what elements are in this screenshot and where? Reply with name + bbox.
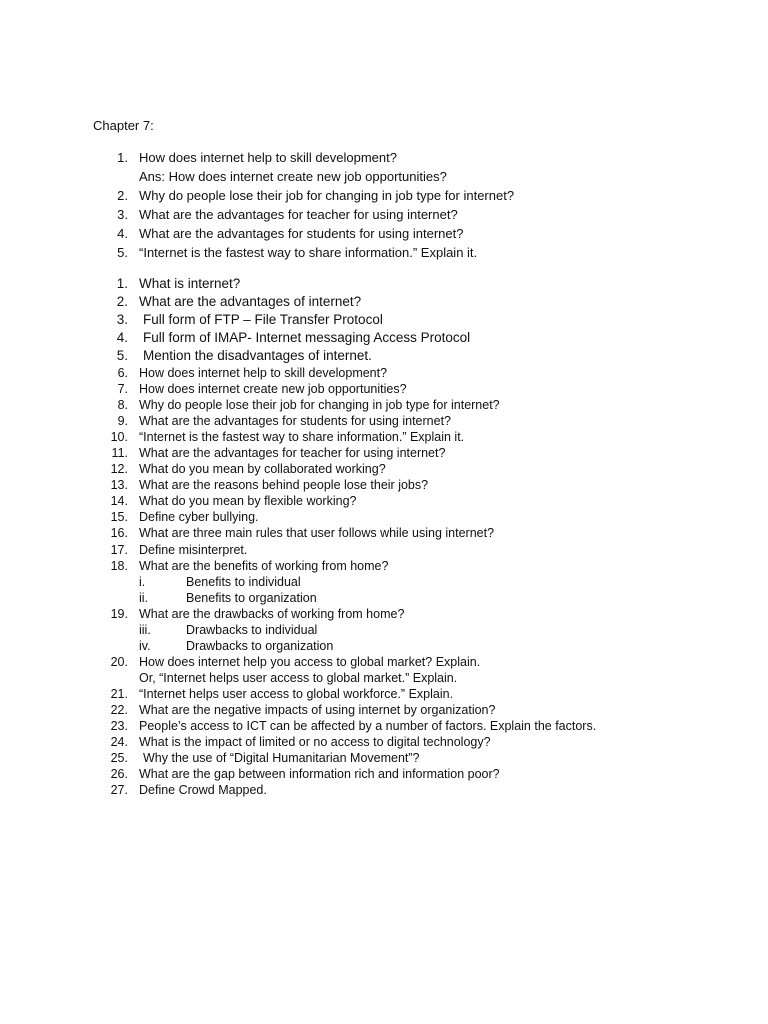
- list-item: [0, 397, 768, 413]
- list-item: [0, 766, 768, 782]
- item-text: How does internet help you access to global market? Explain.: [139, 654, 481, 669]
- item-text: What are the drawbacks of working from home?: [139, 606, 405, 621]
- list-item: [0, 365, 768, 381]
- list-item: [0, 311, 768, 329]
- item-number: 2.: [117, 188, 128, 203]
- item-text: How does internet help to skill development?: [139, 366, 388, 380]
- item-text: What is internet?: [139, 276, 241, 291]
- item-number: 22.: [110, 702, 128, 717]
- item-number: iv.: [139, 638, 151, 653]
- item-number: 6.: [117, 366, 128, 380]
- list-item: [0, 186, 768, 205]
- item-number: i.: [139, 574, 146, 589]
- item-number: 1.: [117, 150, 128, 165]
- item-text: People’s access to ICT can be affected by a number of factors. Explain the factors.: [139, 719, 597, 734]
- item-number: 1.: [116, 276, 128, 291]
- item-number: iii.: [139, 622, 151, 637]
- item-number: 16.: [110, 526, 128, 541]
- item-text: What do you mean by collaborated working?: [139, 462, 386, 477]
- item-number: ii.: [139, 590, 149, 605]
- list-item: [0, 224, 768, 243]
- item-number: 19.: [110, 606, 128, 621]
- list-item: [0, 477, 768, 493]
- item-text: Why do people lose their job for changing in job type for internet?: [139, 398, 500, 413]
- item-number: 20.: [110, 654, 128, 669]
- item-text: Define misinterpret.: [139, 542, 248, 557]
- item-text: Ans: How does internet create new job opportunities?: [139, 169, 447, 184]
- item-text: What is the impact of limited or no access to digital technology?: [139, 735, 491, 750]
- item-text: “Internet helps user access to global workforce.” Explain.: [139, 686, 454, 701]
- list-item: [0, 606, 768, 622]
- list-item: [0, 293, 768, 311]
- item-text: Define cyber bullying.: [139, 510, 259, 525]
- list-item: [0, 275, 768, 293]
- item-number: 15.: [110, 510, 128, 525]
- item-text: What are the advantages for students for using internet?: [139, 226, 464, 241]
- item-text: What are the reasons behind people lose their jobs?: [139, 478, 429, 493]
- item-text: What are the advantages for teacher for using internet?: [139, 446, 446, 461]
- list-item: [0, 670, 768, 686]
- item-text: Drawbacks to organization: [186, 638, 334, 653]
- item-number: 17.: [110, 542, 128, 557]
- item-number: 21.: [110, 686, 128, 701]
- item-number: 11.: [111, 446, 128, 461]
- list-item: [0, 702, 768, 718]
- item-text: Or, “Internet helps user access to global market.” Explain.: [139, 670, 458, 685]
- item-text: What are the advantages for teacher for using internet?: [139, 207, 458, 222]
- item-text: What are the negative impacts of using internet by organization?: [139, 702, 496, 717]
- item-number: 9.: [117, 414, 128, 429]
- item-number: 25.: [110, 751, 128, 766]
- item-text: What are the advantages for students for using internet?: [139, 414, 451, 429]
- list-item: [0, 686, 768, 702]
- item-number: 8.: [117, 398, 128, 413]
- item-text: What do you mean by flexible working?: [139, 494, 357, 509]
- item-text: What are the gap between information rich and information poor?: [139, 767, 500, 782]
- item-text: What are three main rules that user follows while using internet?: [139, 526, 495, 541]
- list-item: [0, 205, 768, 224]
- item-number: 4.: [117, 226, 128, 241]
- list-item: [0, 654, 768, 670]
- list-item: [0, 461, 768, 477]
- item-number: 24.: [110, 735, 128, 750]
- item-text: “Internet is the fastest way to share information.” Explain it.: [139, 430, 465, 445]
- item-text: Why the use of “Digital Humanitarian Movement”?: [143, 751, 420, 766]
- list-item: [0, 542, 768, 558]
- item-text: Full form of FTP – File Transfer Protocol: [143, 312, 383, 327]
- list-item: [0, 750, 768, 766]
- item-number: 4.: [116, 330, 128, 345]
- list-item: [0, 558, 768, 574]
- item-text: “Internet is the fastest way to share information.” Explain it.: [139, 245, 478, 260]
- list-item: [0, 525, 768, 541]
- list-item: [0, 734, 768, 750]
- item-number: 23.: [110, 719, 128, 734]
- item-number: 7.: [117, 382, 128, 397]
- item-number: 3.: [117, 207, 128, 222]
- item-text: Why do people lose their job for changing in job type for internet?: [139, 188, 515, 203]
- chapter-title: Chapter 7:: [93, 118, 154, 133]
- item-number: 12.: [110, 462, 128, 477]
- item-text: Drawbacks to individual: [186, 622, 318, 637]
- item-number: 2.: [116, 294, 128, 309]
- list-item: [0, 381, 768, 397]
- sub-list-item: [0, 574, 768, 590]
- list-item: [0, 167, 768, 186]
- list-item: [0, 148, 768, 167]
- item-number: 13.: [110, 478, 128, 493]
- sub-list-item: [0, 638, 768, 654]
- list-item: [0, 329, 768, 347]
- item-number: 5.: [116, 348, 128, 363]
- item-text: What are the advantages of internet?: [139, 294, 362, 309]
- item-text: How does internet help to skill development?: [139, 150, 397, 165]
- list-item: [0, 445, 768, 461]
- list-item: [0, 782, 768, 798]
- item-text: Define Crowd Mapped.: [139, 783, 267, 798]
- list-item: [0, 347, 768, 365]
- list-item: [0, 413, 768, 429]
- list-item: [0, 718, 768, 734]
- list-item: [0, 493, 768, 509]
- item-text: How does internet create new job opportunities?: [139, 382, 407, 397]
- item-text: Mention the disadvantages of internet.: [143, 348, 372, 363]
- item-text: Full form of IMAP- Internet messaging Access Protocol: [143, 330, 471, 345]
- sub-list-item: [0, 590, 768, 606]
- item-number: 5.: [117, 245, 128, 260]
- list-item: [0, 509, 768, 525]
- item-number: 14.: [110, 494, 128, 509]
- sub-list-item: [0, 622, 768, 638]
- item-text: What are the benefits of working from home?: [139, 558, 389, 573]
- list-item: [0, 429, 768, 445]
- item-text: Benefits to individual: [186, 574, 301, 589]
- list-item: [0, 243, 768, 262]
- item-number: 18.: [110, 558, 128, 573]
- question-list-full: [0, 275, 768, 798]
- item-number: 3.: [116, 312, 128, 327]
- item-text: Benefits to organization: [186, 590, 317, 605]
- item-number: 10.: [110, 430, 128, 445]
- item-number: 26.: [110, 767, 128, 782]
- question-list-short: [0, 148, 768, 262]
- item-number: 27.: [110, 783, 128, 798]
